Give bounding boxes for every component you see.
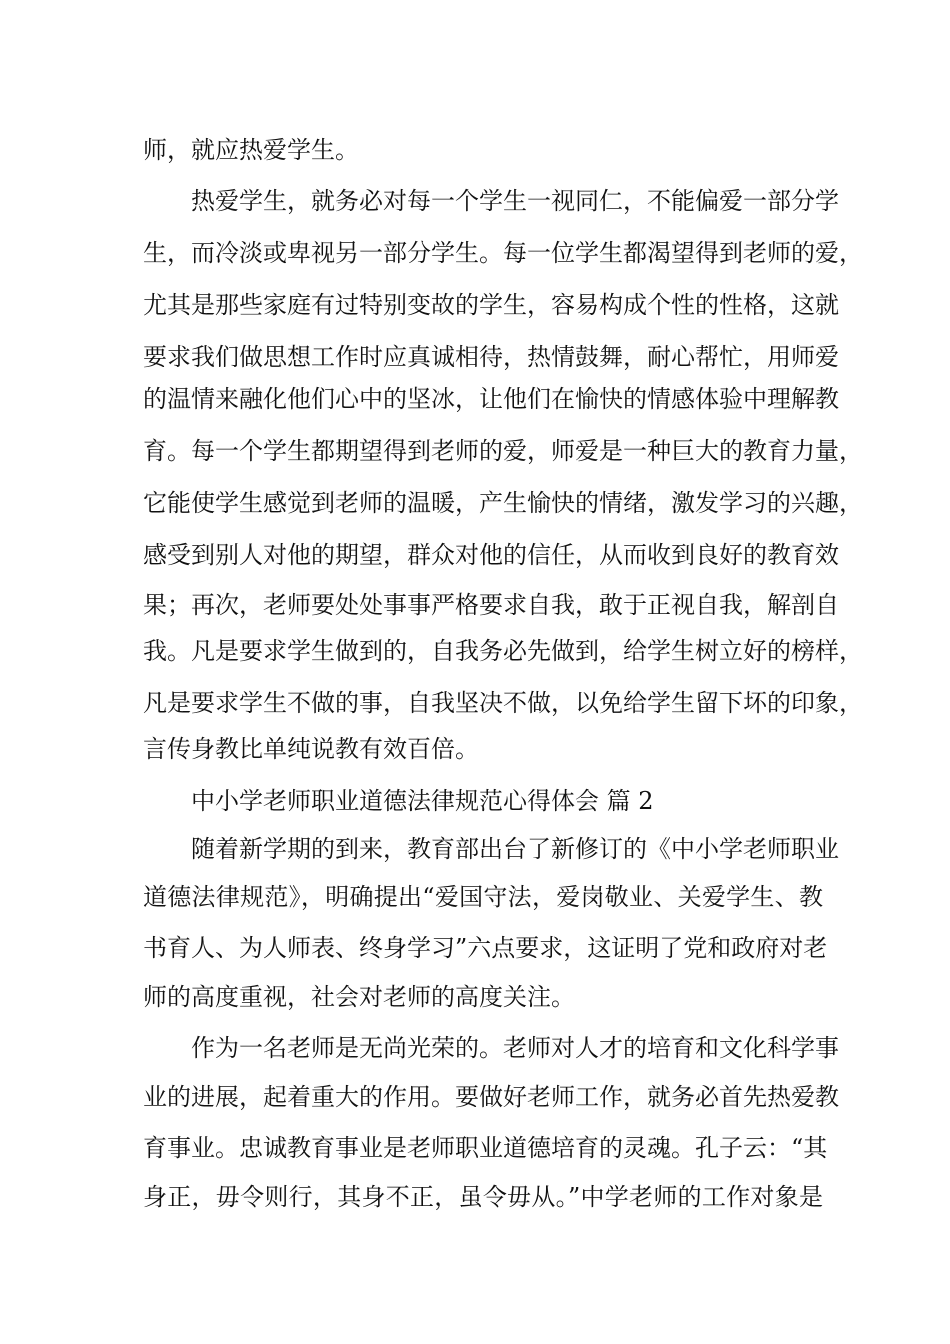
section-heading: 中小学老师职业道德法律规范心得体会 篇 2 <box>191 787 654 815</box>
text-line: 尤其是那些家庭有过特别变故的学生，容易构成个性的性格，这就 <box>143 291 839 319</box>
text-line: 它能使学生感觉到老师的温暖，产生愉快的情绪，激发学习的兴趣， <box>143 489 863 517</box>
text-line: 师的高度重视，社会对老师的高度关注。 <box>143 983 575 1011</box>
text-line: 果；再次，老师要处处事事严格要求自我，敢于正视自我，解剖自 <box>143 591 839 619</box>
text-line: 言传身教比单纯说教有效百倍。 <box>143 735 479 763</box>
text-line: 感受到别人对他的期望，群众对他的信任，从而收到良好的教育效 <box>143 541 839 569</box>
text-line: 身正，毋令则行，其身不正，虽令毋从。”中学老师的工作对象是 <box>143 1183 823 1211</box>
text-line: 热爱学生，就务必对每一个学生一视同仁，不能偏爱一部分学 <box>191 187 839 215</box>
text-line: 随着新学期的到来，教育部出台了新修订的《中小学老师职业 <box>191 835 839 863</box>
text-line: 书育人、为人师表、终身学习”六点要求，这证明了党和政府对老 <box>143 934 828 962</box>
text-line: 生，而冷淡或卑视另一部分学生。每一位学生都渴望得到老师的爱， <box>143 239 863 267</box>
text-line: 作为一名老师是无尚光荣的。老师对人才的培育和文化科学事 <box>191 1034 839 1062</box>
text-line: 要求我们做思想工作时应真诚相待，热情鼓舞，耐心帮忙，用师爱 <box>143 343 839 371</box>
text-line: 育。每一个学生都期望得到老师的爱，师爱是一种巨大的教育力量， <box>143 437 863 465</box>
text-line: 道德法律规范》，明确提出“爱国守法，爱岗敬业、关爱学生、教 <box>143 883 823 911</box>
text-line: 的温情来融化他们心中的坚冰，让他们在愉快的情感体验中理解教 <box>143 385 839 413</box>
text-line: 我。凡是要求学生做到的，自我务必先做到，给学生树立好的榜样， <box>143 637 863 665</box>
text-line: 育事业。忠诚教育事业是老师职业道德培育的灵魂。孔子云：“其 <box>143 1134 828 1162</box>
text-line: 师，就应热爱学生。 <box>143 136 359 164</box>
text-line: 业的进展，起着重大的作用。要做好老师工作，就务必首先热爱教 <box>143 1083 839 1111</box>
text-line: 凡是要求学生不做的事，自我坚决不做，以免给学生留下坏的印象， <box>143 689 863 717</box>
